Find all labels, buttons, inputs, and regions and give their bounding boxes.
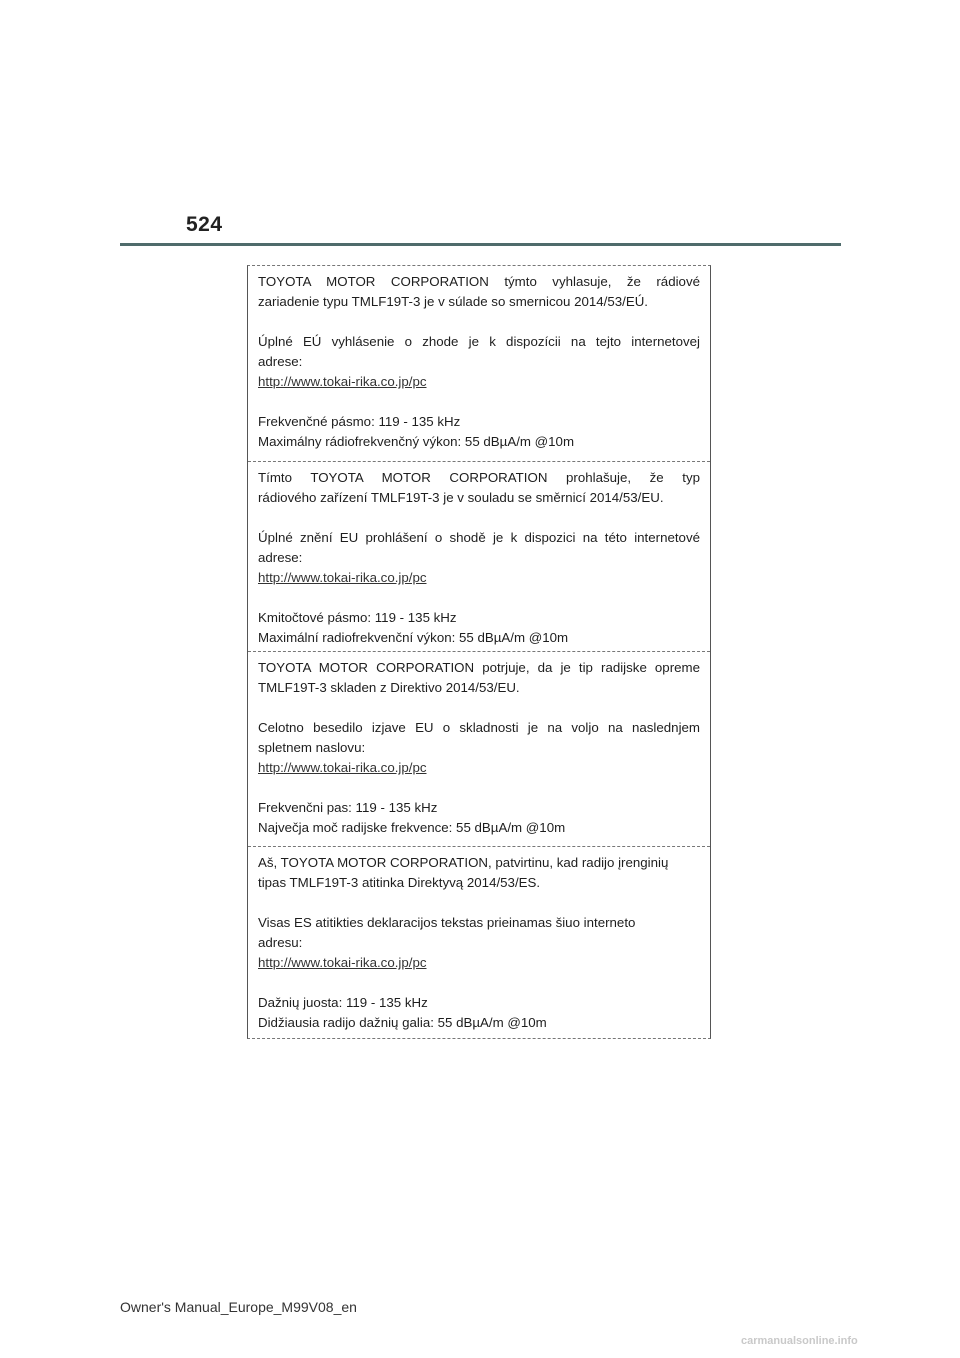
full-declaration-line: Celotno besedilo izjave EU o skladnosti je na voljo na naslednjem xyxy=(258,720,700,735)
full-declaration-line: adresu: xyxy=(258,935,303,950)
declaration-url-link[interactable]: http://www.tokai-rika.co.jp/pc xyxy=(258,570,427,585)
declaration-section-slovak xyxy=(248,266,710,461)
frequency-band: Frekvenčné pásmo: 119 - 135 kHz xyxy=(258,414,461,429)
header-divider xyxy=(120,243,841,246)
page-number: 524 xyxy=(186,213,223,236)
frequency-band: Dažnių juosta: 119 - 135 kHz xyxy=(258,995,428,1010)
declaration-line: Tímto TOYOTA MOTOR CORPORATION prohlašuje, že typ xyxy=(258,470,700,485)
declaration-url-link[interactable]: http://www.tokai-rika.co.jp/pc xyxy=(258,955,427,970)
declaration-line: TOYOTA MOTOR CORPORATION potrjuje, da je tip radijske opreme xyxy=(258,660,700,675)
declaration-section-lithuanian xyxy=(248,846,710,1038)
full-declaration-line: adrese: xyxy=(258,354,303,369)
declaration-line: tipas TMLF19T-3 atitinka Direktyvą 2014/53/ES. xyxy=(258,875,541,890)
declaration-line: zariadenie typu TMLF19T-3 je v súlade so smernicou 2014/53/EÚ. xyxy=(258,294,649,309)
declaration-box xyxy=(247,265,711,1039)
declaration-line: Aš, TOYOTA MOTOR CORPORATION, patvirtinu, kad radijo įrenginių xyxy=(258,855,669,870)
frequency-band: Kmitočtové pásmo: 119 - 135 kHz xyxy=(258,610,457,625)
declaration-section-slovenian xyxy=(248,651,710,846)
full-declaration-line: adrese: xyxy=(258,550,303,565)
declaration-line: TOYOTA MOTOR CORPORATION týmto vyhlasuje, že rádiové xyxy=(258,274,700,289)
document-footer: Owner's Manual_Europe_M99V08_en xyxy=(120,1299,357,1315)
declaration-line: TMLF19T-3 skladen z Direktivo 2014/53/EU. xyxy=(258,680,520,695)
declaration-url-link[interactable]: http://www.tokai-rika.co.jp/pc xyxy=(258,374,427,389)
declaration-url-link[interactable]: http://www.tokai-rika.co.jp/pc xyxy=(258,760,427,775)
site-watermark: carmanualsonline.info xyxy=(741,1335,858,1347)
max-power: Maximálny rádiofrekvenčný výkon: 55 dBµA/m @10m xyxy=(258,434,575,449)
max-power: Maximální radiofrekvenční výkon: 55 dBµA/m @10m xyxy=(258,630,569,645)
declaration-section-czech xyxy=(248,461,710,651)
declaration-line: rádiového zařízení TMLF19T-3 je v souladu se směrnicí 2014/53/EU. xyxy=(258,490,664,505)
full-declaration-line: spletnem naslovu: xyxy=(258,740,366,755)
max-power: Največja moč radijske frekvence: 55 dBµA/m @10m xyxy=(258,820,566,835)
full-declaration-line: Úplné znění EU prohlášení o shodě je k dispozici na této internetové xyxy=(258,530,700,545)
full-declaration-line: Úplné EÚ vyhlásenie o zhode je k dispozícii na tejto internetovej xyxy=(258,334,700,349)
full-declaration-line: Visas ES atitikties deklaracijos tekstas prieinamas šiuo interneto xyxy=(258,915,636,930)
max-power: Didžiausia radijo dažnių galia: 55 dBµA/m @10m xyxy=(258,1015,547,1030)
frequency-band: Frekvenčni pas: 119 - 135 kHz xyxy=(258,800,438,815)
